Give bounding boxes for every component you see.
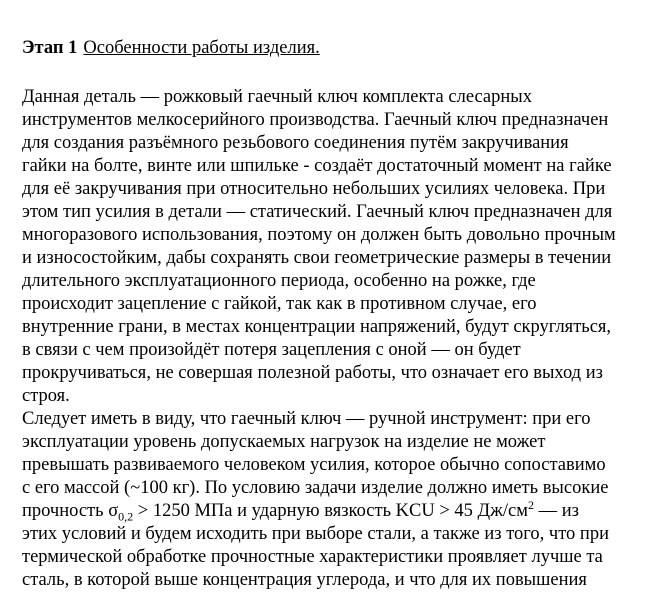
text-line: прокручиваться, не совершая полезной работы, что означает его выход из [22,363,603,383]
strength-middle: > 1250 МПа и ударную вязкость KCU > 45 Дж/см [133,501,528,521]
text-line: для её закручивания при относительно небольших усилиях человека. При [22,179,606,199]
strength-suffix: — из [533,501,579,521]
text-line: в связи с чем произойдёт потеря зацепления с оной — он будет [22,340,521,360]
text-line: превышать развиваемого человеком усилия, которое обычно сопоставимо [22,455,606,475]
text-line: с его массой (~100 кг). По условию задачи изделие должно иметь высокие [22,478,609,498]
section-title: Особенности работы изделия. [83,38,320,58]
text-line: гайки на болте, винте или шпильке - создаёт достаточный момент на гайке [22,156,612,176]
text-line: многоразового использования, поэтому он должен быть довольно прочным [22,225,616,245]
unit-superscript: 2 [527,497,534,512]
text-line: происходит зацепление с гайкой, так как в противном случае, его [22,294,537,314]
strength-prefix: прочность σ [22,501,119,521]
strength-line [22,497,579,524]
section-heading [22,37,320,60]
text-line: этом тип усилия в детали — статический. Гаечный ключ предназначен для [22,202,613,222]
text-line: строя. [22,386,70,406]
text-line: и износостойким, дабы сохранять свои геометрические размеры в течении [22,248,612,268]
text-line: сталь, в которой выше концентрация углерода, и что для их повышения [22,570,587,590]
sigma-subscript: 0,2 [118,509,134,524]
text-line: Следует иметь в виду, что гаечный ключ — ручной инструмент: при его [22,409,591,429]
text-line: для создания разъёмного резьбового соединения путём закручивания [22,133,569,153]
text-line: этих условий и будем исходить при выборе стали, а также из того, что при [22,524,609,544]
text-line: инструментов мелкосерийного производства. Гаечный ключ предназначен [22,110,609,130]
text-line: термической обработке прочностные характеристики проявляет лучше та [22,547,603,567]
text-line: внутренние грани, в местах концентрации напряжений, будут скругляться, [22,317,612,337]
text-line: длительного эксплуатационного периода, особенно на рожке, где [22,271,536,291]
stage-label: Этап 1 [22,38,78,58]
text-line: эксплуатации уровень допускаемых нагрузок на изделие не может [22,432,546,452]
text-line: Данная деталь — рожковый гаечный ключ комплекта слесарных [22,87,532,107]
